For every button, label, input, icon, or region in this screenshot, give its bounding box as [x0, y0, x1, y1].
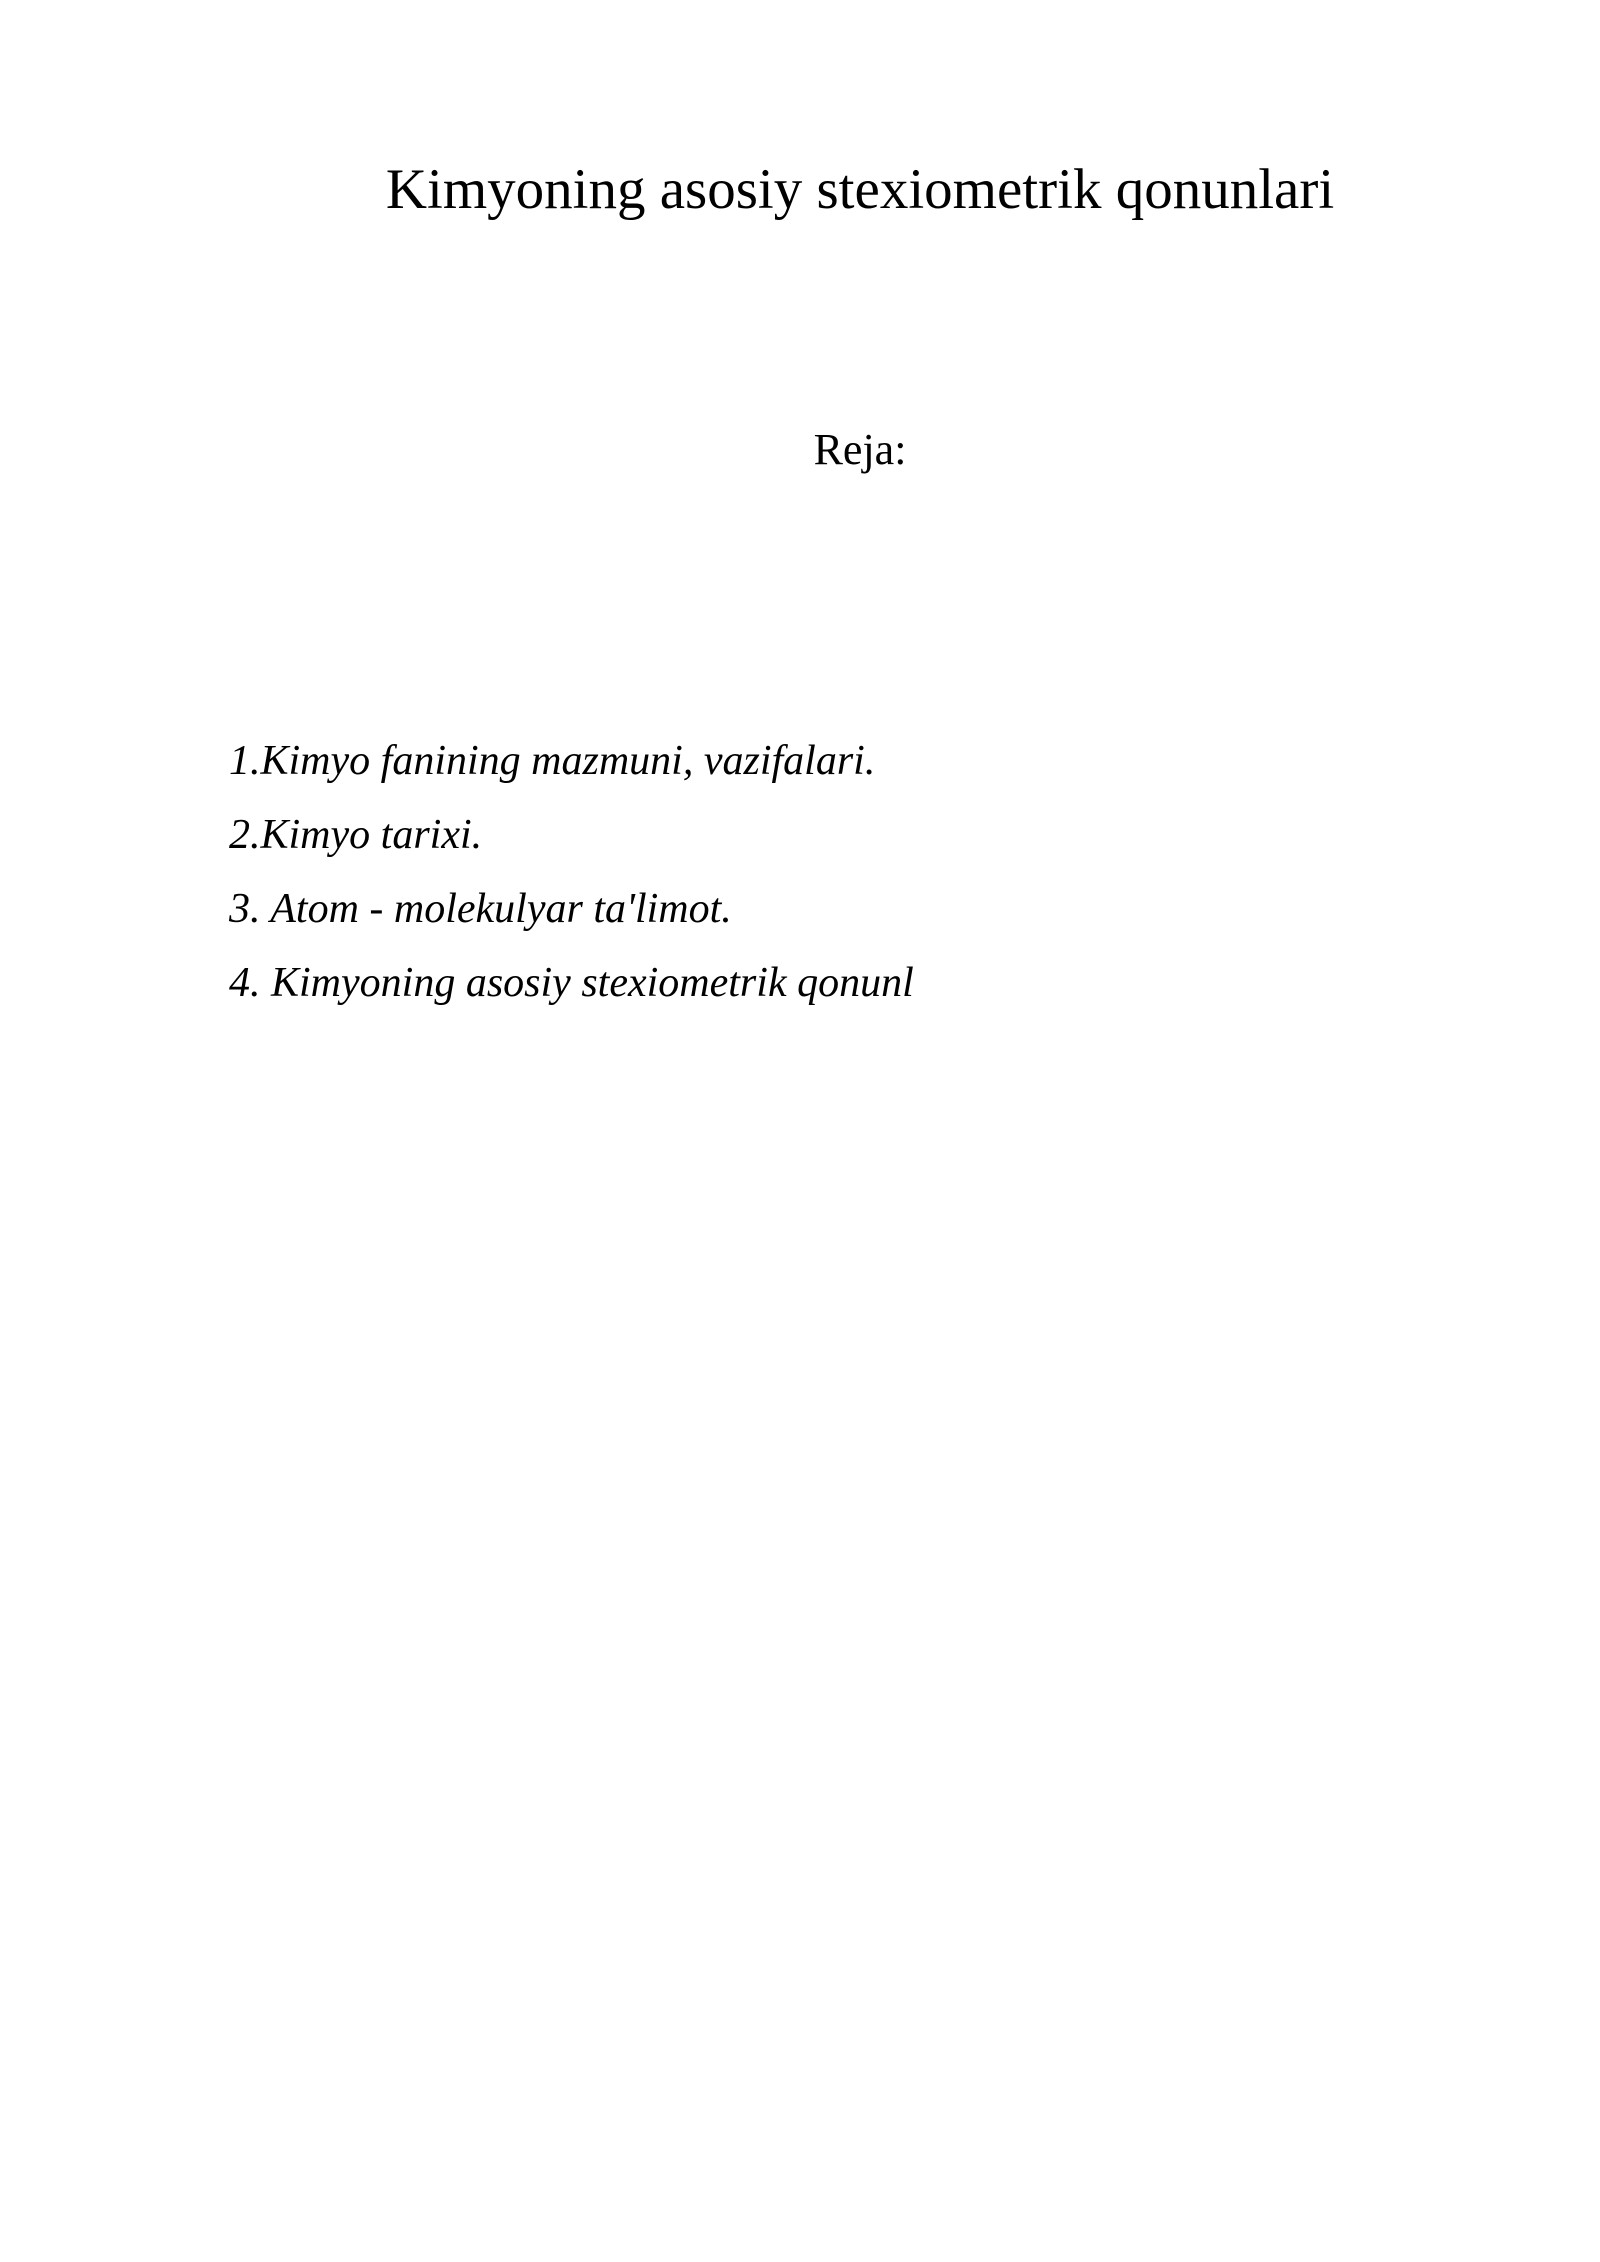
document-title: Kimyoning asosiy stexiometrik qonunlari — [385, 158, 1335, 221]
plan-list — [229, 724, 914, 1020]
plan-heading: Reja: — [813, 425, 907, 474]
plan-item: 4. Kimyoning asosiy stexiometrik qonunl — [229, 960, 914, 1006]
plan-item: 3. Atom - molekulyar ta'limot. — [229, 886, 732, 932]
plan-item: 1.Kimyo fanining mazmuni, vazifalari. — [229, 738, 876, 784]
plan-item: 2.Kimyo tarixi. — [229, 812, 483, 858]
